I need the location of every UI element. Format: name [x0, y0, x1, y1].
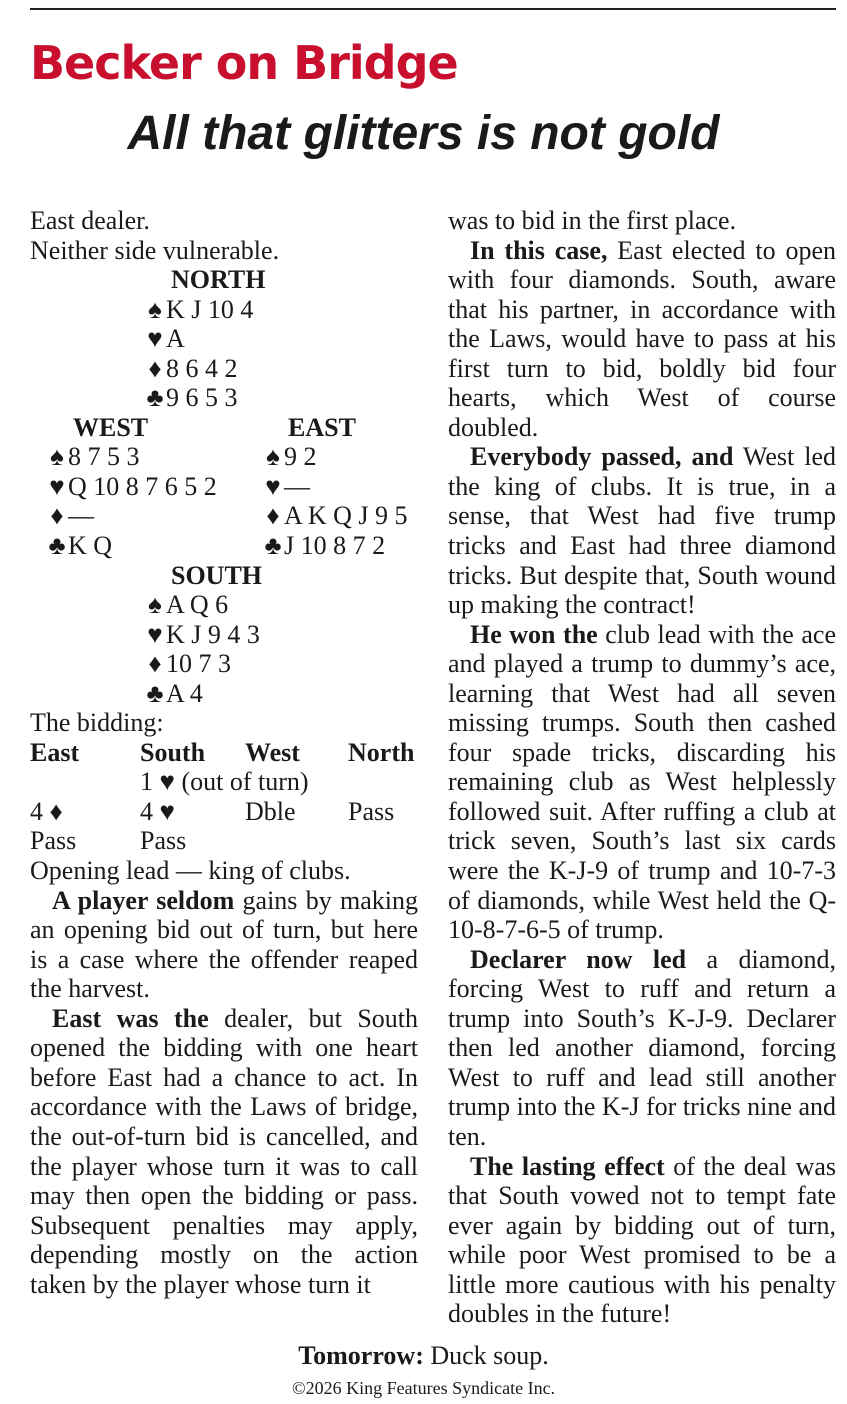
paragraph-text: East elected to open with four diamonds. South, aware that his partner, in accordance with the Laws, would have to pass at his first turn to bid, boldly bid four hearts, which West of course doubled.: [448, 235, 836, 442]
bidding-row: [30, 826, 418, 856]
heart-icon: ♥: [147, 619, 163, 649]
paragraph-text: dealer, but South opened the bidding with one heart before East had a chance to act. In accordance with the Laws of bridge, the out-of-turn bid is cancelled, and the player whose turn it was to call may then open the bidding or pass. Subsequent penalties may apply, depending mostly on the action taken by the player whose turn it: [30, 1003, 418, 1299]
club-icon: ♣: [48, 531, 66, 561]
copyright: ©2026 King Features Syndicate Inc.: [291, 1378, 556, 1398]
bidding-header-south: South: [140, 737, 206, 767]
bidding-header-row: [30, 738, 418, 768]
bid-cell: Pass: [30, 826, 77, 856]
article-paragraph: [448, 620, 836, 945]
bidding-header-west: West: [245, 737, 300, 767]
paragraph-text: club lead with the ace and played a trump to dummy’s ace, learning that West had all seven missing trumps. South then cashed four spade tricks, discarding his remaining club as West helplessly followed suit. After ruffing a club at trick seven, South’s last six cards were the K-J-9 of trump and 10-7-3 of diamonds, while West held the Q-10-8-7-6-5 of trump.: [448, 619, 836, 945]
paragraph-lead: In this case,: [470, 235, 608, 265]
continued-paragraph: was to bid in the first place.: [448, 206, 737, 235]
paragraph-text: a diamond, forcing West to ruff and return a trump into South’s K-J-9. Declarer then led another diamond, forcing West to ruff and lead still another trump into the K-J for tricks nine and ten.: [448, 944, 836, 1151]
south-diamonds: 10 7 3: [166, 649, 231, 679]
heart-icon: ♥: [147, 324, 163, 354]
bidding-title: The bidding:: [30, 708, 164, 738]
bid-cell: 4 ♦: [30, 796, 63, 826]
east-spades: 9 2: [284, 442, 317, 472]
south-clubs: A 4: [166, 678, 203, 708]
diamond-icon: ♦: [50, 501, 64, 531]
article-paragraph: [448, 442, 836, 619]
paragraph-lead: He won the: [470, 619, 598, 649]
east-clubs: J 10 8 7 2: [284, 531, 386, 561]
south-hand: [30, 561, 418, 591]
bidding-header-north: North: [348, 737, 415, 767]
west-label: WEST: [73, 412, 149, 442]
east-diamonds: A K Q J 9 5: [284, 501, 408, 531]
north-hand: [30, 265, 418, 295]
west-hearts: Q 10 8 7 6 5 2: [68, 471, 217, 501]
west-diamonds: —: [68, 501, 94, 531]
left-column: [30, 206, 418, 1299]
heart-icon: ♥: [49, 471, 65, 501]
diamond-icon: ♦: [148, 353, 162, 383]
dealer-line: East dealer.: [30, 206, 150, 235]
bid-south-out-of-turn: 1 ♥ (out of turn): [140, 767, 309, 797]
top-rule: [30, 8, 836, 10]
bidding-row: [30, 797, 418, 827]
paragraph-text: gains by making an opening bid out of turn, but here is a case where the offender reaped the harvest.: [30, 885, 418, 1004]
bid-cell: Pass: [140, 826, 187, 856]
article-paragraph: [448, 945, 836, 1152]
north-spades: K J 10 4: [166, 294, 254, 324]
diamond-icon: ♦: [148, 649, 162, 679]
club-icon: ♣: [264, 531, 282, 561]
paragraph-lead: Everybody passed, and: [470, 442, 734, 472]
article-paragraph: [448, 1152, 836, 1329]
paragraph-text: of the deal was that South vowed not to tempt fate ever again by bidding out of turn, while poor West promised to be a little more cautious with his penalty doubles in the future!: [448, 1151, 836, 1329]
north-clubs: 9 6 5 3: [166, 383, 238, 413]
club-icon: ♣: [146, 383, 164, 413]
diamond-icon: ♦: [266, 501, 280, 531]
headline: All that glitters is not gold: [127, 107, 720, 160]
north-diamonds: 8 6 4 2: [166, 353, 238, 383]
south-hearts: K J 9 4 3: [166, 619, 260, 649]
bid-cell: Dble: [245, 796, 296, 826]
article-paragraph: [448, 236, 836, 443]
bidding-row: [30, 767, 418, 797]
east-label: EAST: [288, 412, 356, 442]
paragraph-lead: A player seldom: [52, 885, 235, 915]
west-east-labels: [30, 413, 418, 443]
paragraph-text: West led the king of clubs. It is true, in a sense, that West had five trump tricks and East had three diamond tricks. But despite that, South wound up making the contract!: [448, 442, 836, 620]
tomorrow-teaser: [0, 1340, 847, 1372]
spade-icon: ♠: [148, 294, 162, 324]
right-column: [448, 206, 836, 1329]
article-paragraph: [30, 886, 418, 1004]
opening-lead: Opening lead — king of clubs.: [30, 856, 351, 886]
spade-icon: ♠: [50, 442, 64, 472]
tomorrow-text: Duck soup.: [423, 1341, 549, 1370]
article-paragraph: [30, 1004, 418, 1299]
vulnerability-line: Neither side vulnerable.: [30, 235, 280, 265]
south-spades: A Q 6: [166, 590, 229, 620]
spade-icon: ♠: [266, 442, 280, 472]
north-label: NORTH: [171, 265, 266, 295]
west-spades: 8 7 5 3: [68, 442, 140, 472]
heart-icon: ♥: [265, 471, 281, 501]
south-label: SOUTH: [171, 560, 263, 590]
north-hearts: A: [166, 324, 185, 354]
tomorrow-label: Tomorrow:: [298, 1341, 424, 1370]
paragraph-lead: Declarer now led: [470, 944, 687, 974]
bid-cell: 4 ♥: [140, 796, 175, 826]
west-clubs: K Q: [68, 531, 113, 561]
paragraph-lead: The lasting effect: [470, 1151, 665, 1181]
east-hearts: —: [284, 471, 310, 501]
bid-cell: Pass: [348, 796, 395, 826]
bidding-header-east: East: [30, 737, 80, 767]
spade-icon: ♠: [148, 590, 162, 620]
paragraph-lead: East was the: [52, 1003, 209, 1033]
column-brand-title: Becker on Bridge: [30, 36, 458, 90]
club-icon: ♣: [146, 678, 164, 708]
